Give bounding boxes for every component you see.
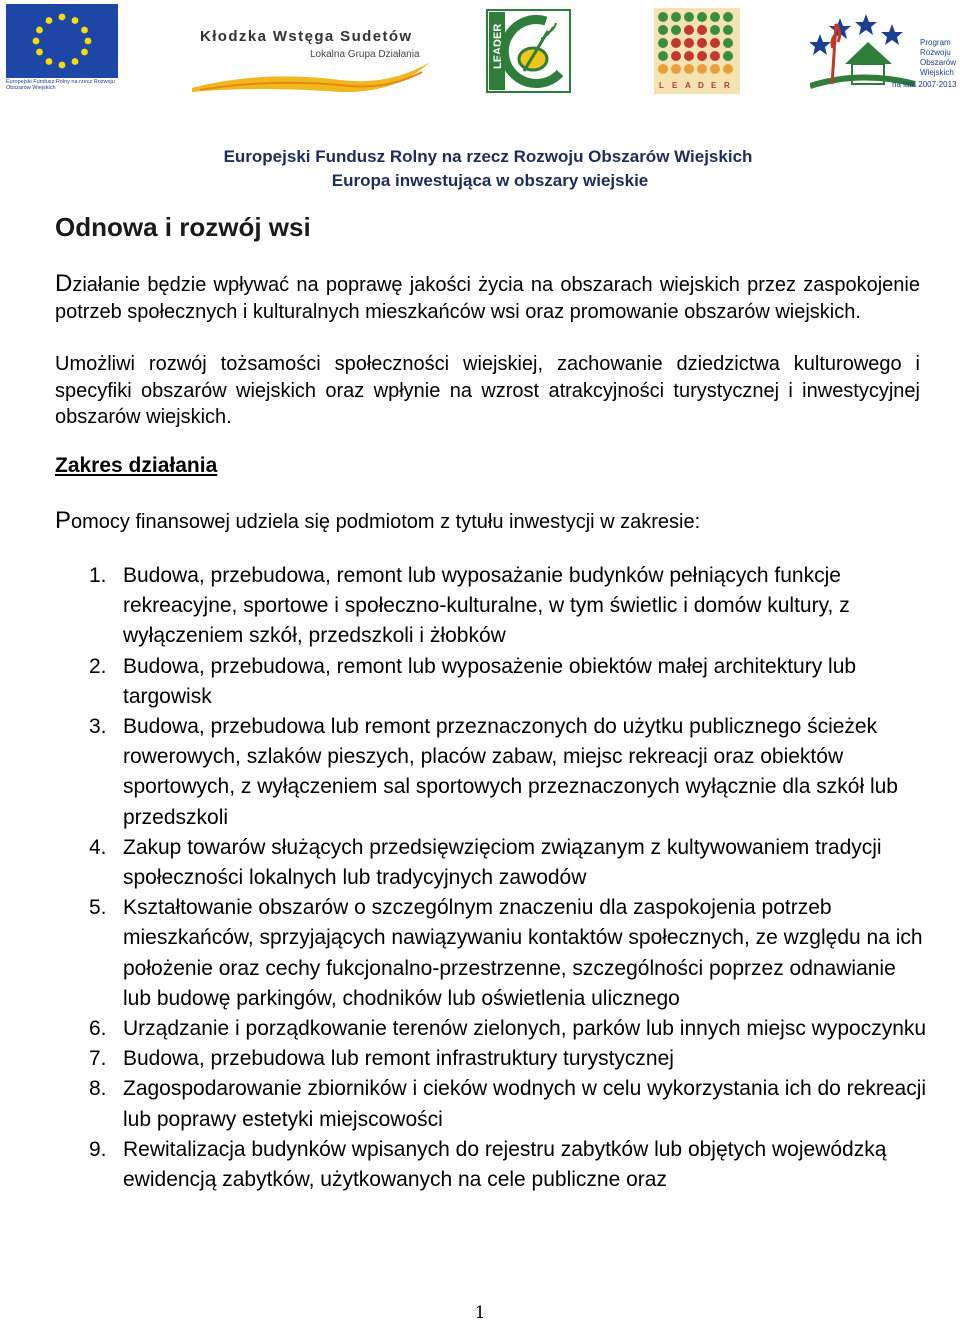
eu-logo (6, 4, 121, 94)
page-number: 1 (474, 1303, 486, 1323)
list-item-text: Urządzanie i porządkowanie terenów zielonych, parków lub innych miejsc wypoczynku (123, 1017, 927, 1041)
lgd-logo (190, 22, 440, 92)
fund-slogan-line: Europa inwestująca w obszary wiejskie (331, 171, 649, 190)
list-item-number: 4. (89, 835, 107, 859)
prow-logo-years: na lata 2007-2013 (892, 80, 957, 89)
leader-logo (486, 9, 571, 93)
list-item-number: 8. (89, 1077, 107, 1101)
lgd-logo-subtitle: Lokalna Grupa Działania (310, 49, 420, 60)
fund-name-line: Europejski Fundusz Rolny na rzecz Rozwoju Obszarów Wiejskich (223, 147, 753, 166)
list-item-text: Zakup towarów służących przedsięwzięciom związanym z kultywowaniem tradycji społeczności lokalnych lub tradycyjnych zawodów (123, 835, 882, 890)
eu-logo-caption: Europejski Fundusz Rolny na rzecz Rozwoju Obszarów Wiejskich (6, 79, 115, 91)
document-title: Odnowa i rozwój wsi (55, 212, 311, 242)
section-heading: Zakres działania (55, 454, 218, 477)
prow-logo (810, 4, 960, 96)
paragraph-initial: D (55, 270, 73, 297)
leader-dots-icon (654, 8, 740, 94)
scope-list (89, 561, 929, 1195)
eu-flag-icon (6, 4, 118, 78)
list-item (89, 652, 929, 712)
list-item (89, 561, 929, 652)
list-item-number: 1. (89, 564, 107, 587)
paragraph-text: ziałanie będzie wpływać na poprawę jakości życia na obszarach wiejskich przez zaspokojenie potrzeb społecznych i kulturalnych mieszkańców wsi oraz promowanie obszarów wiejskich. (55, 274, 920, 323)
list-item-text: Budowa, przebudowa lub remont infrastruktury turystycznej (123, 1047, 674, 1071)
leader-letter-l: L (659, 81, 664, 90)
list-item-number: 2. (89, 654, 107, 678)
leader-letter-e2: E (711, 81, 717, 90)
list-item-number: 3. (89, 715, 107, 739)
leader-dots-logo (654, 8, 740, 94)
intro-paragraph (55, 271, 920, 325)
list-item-text: Budowa, przebudowa lub remont przeznaczonych do użytku publicznego ścieżek rowerowych, szlaków pieszych, placów zabaw, miejsc rekreacji oraz obiektów sportowych, z wyłączeniem sal sportowych przeznaczonych wyłącznie dla szkół lub przedszkoli (123, 715, 898, 829)
leader-letter-r: R (724, 81, 730, 90)
list-item-number: 9. (89, 1137, 107, 1161)
ribbon-swoosh-icon (190, 58, 440, 98)
scope-intro-text: omocy finansowej udziela się podmiotom z tytułu inwestycji w zakresie: (71, 511, 701, 533)
prow-logo-text: Program Rozwoju Obszarów Wiejskich (920, 38, 957, 77)
list-item-number: 6. (89, 1017, 107, 1041)
scope-intro (55, 507, 700, 535)
leader-letter-d: D (698, 81, 704, 90)
list-item (89, 833, 929, 893)
list-item-text: Kształtowanie obszarów o szczególnym znaczeniu dla zaspokojenia potrzeb mieszkańców, sprzyjających nawiązywaniu kontaktów społecznych, ze względu na ich położenie oraz cechy fukcjonalno-przestrzenne, szczególności poprzez odnawianie lub budowę parkingów, chodników lub oświetlenia ulicznego (123, 896, 923, 1010)
list-item-text: Zagospodarowanie zbiorników i cieków wodnych w celu wykorzystania ich do rekreacji lub poprawy estetyki miejscowości (123, 1077, 927, 1131)
list-item-number: 5. (89, 896, 107, 920)
logo-bar (0, 0, 960, 100)
leader-wheat-icon (486, 9, 571, 93)
list-item-text: Budowa, przebudowa, remont lub wyposażanie budynków pełniących funkcje rekreacyjne, sportowe i społeczno-kulturalne, w tym świetlic i domów kultury, z wyłączeniem szkół, przedszkoli i żłobków (123, 564, 850, 648)
list-item (89, 893, 929, 1014)
leader-letter-e: E (672, 81, 678, 90)
list-item (89, 1014, 929, 1044)
list-item-number: 7. (89, 1047, 107, 1071)
list-item-text: Budowa, przebudowa, remont lub wyposażenie obiektów małej architektury lub targowisk (123, 654, 857, 708)
svg-text:LEADER: LEADER (492, 23, 504, 69)
second-paragraph: Umożliwi rozwój tożsamości społeczności wiejskiej, zachowanie dziedzictwa kulturowego i specyfiki obszarów wiejskich oraz wpłynie na wzrost atrakcyjności turystycznej i inwestycyjnej obszarów wiejskich. (55, 353, 920, 428)
list-item-text: Rewitalizacja budynków wpisanych do rejestru zabytków lub objętych wojewódzką ewidencją zabytków, użytkowanych na cele publiczne oraz (123, 1137, 887, 1192)
scope-intro-initial: P (55, 507, 72, 534)
list-item (89, 712, 929, 833)
list-item (89, 1074, 929, 1134)
leader-letter-a: A (685, 81, 691, 90)
lgd-logo-title: Kłodzka Wstęga Sudetów (200, 28, 413, 45)
list-item (89, 1044, 929, 1074)
list-item (89, 1135, 929, 1195)
